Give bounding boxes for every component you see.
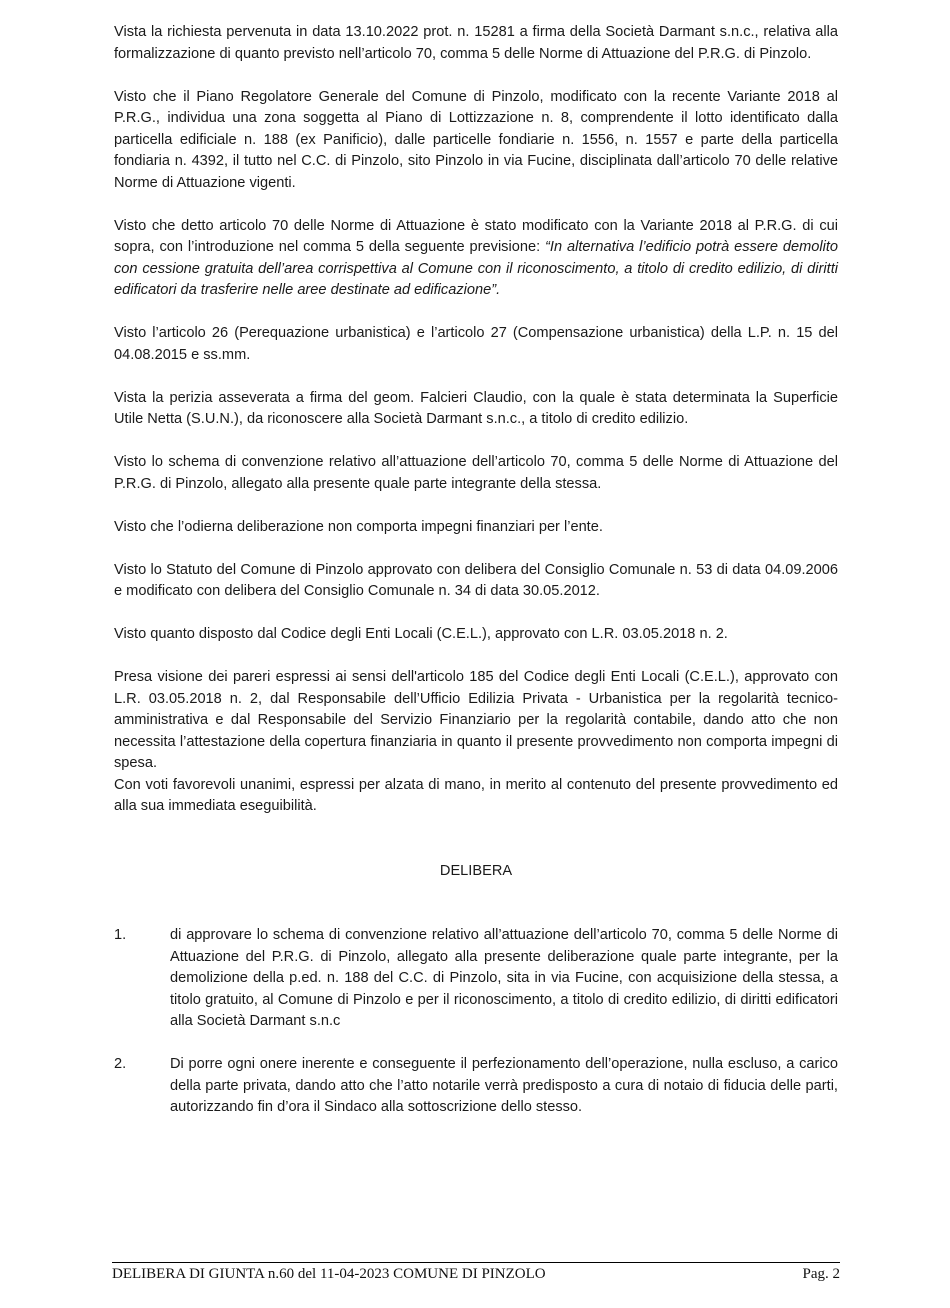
list-item bbox=[114, 925, 838, 1033]
paragraph-richiesta: Vista la richiesta pervenuta in data 13.10.2022 prot. n. 15281 a firma della Società Darmant s.n.c., relativa alla formalizzazione di quanto previsto nell’articolo 70, comma 5 delle Norme di Attuazione del P.R.G. di Pinzolo. bbox=[114, 24, 838, 62]
footer-document-reference: DELIBERA DI GIUNTA n.60 del 11-04-2023 COMUNE DI PINZOLO bbox=[112, 1266, 546, 1282]
paragraph-articolo-70-intro: Visto che detto articolo 70 delle Norme di Attuazione è stato modificato con la Variante 2018 al P.R.G. di cui sopra, con l’introduzione nel comma 5 della seguente previsione: bbox=[114, 217, 838, 255]
list-item-text: Di porre ogni onere inerente e conseguente il perfezionamento dell’operazione, nulla escluso, a carico della parte privata, dando atto che l’atto notarile verrà predisposto a cura di notaio di fiducia delle parti, autorizzando fin d’ora il Sindaco alla sottoscrizione dello stesso. bbox=[170, 1056, 838, 1115]
paragraph-perequazione: Visto l’articolo 26 (Perequazione urbanistica) e l’articolo 27 (Compensazione urbanistica) della L.P. n. 15 del 04.08.2015 e ss.mm. bbox=[114, 325, 838, 363]
paragraph-schema-convenzione: Visto lo schema di convenzione relativo all’attuazione dell’articolo 70, comma 5 delle Norme di Attuazione del P.R.G. di Pinzolo, allegato alla presente quale parte integrante della stessa. bbox=[114, 454, 838, 492]
list-item bbox=[114, 1054, 838, 1119]
paragraph-piano-regolatore: Visto che il Piano Regolatore Generale del Comune di Pinzolo, modificato con la recente Variante 2018 al P.R.G., individua una zona soggetta al Piano di Lottizzazione n. 8, comprendente il lotto identificato dalla particella edificiale n. 188 (ex Panificio), dalle particelle fondiarie n. 1556, n. 1557 e parte della particella fondiaria n. 4392, il tutto nel C.C. di Pinzolo, sito Pinzolo in via Fucine, disciplinata dall’articolo 70 delle relative Norme di Attuazione vigenti. bbox=[114, 88, 838, 191]
paragraph-pareri: Presa visione dei pareri espressi ai sensi dell'articolo 185 del Codice degli Enti Locali (C.E.L.), approvato con L.R. 03.05.2018 n. 2, dal Responsabile dell’Ufficio Edilizia Privata - Urbanistica per la regolarità tecnico-amministrativa e dal Responsabile del Servizio Finanziario per la regolarità contabile, dando atto che non necessita l’attestazione della copertura finanziaria in quanto il presente provvedimento non comporta impegni di spesa. bbox=[114, 669, 838, 771]
paragraph-impegni-finanziari: Visto che l’odierna deliberazione non comporta impegni finanziari per l’ente. bbox=[114, 518, 603, 535]
paragraph-codice-enti-locali: Visto quanto disposto dal Codice degli Enti Locali (C.E.L.), approvato con L.R. 03.05.2018 n. 2. bbox=[114, 626, 728, 642]
section-heading-delibera: DELIBERA bbox=[439, 862, 513, 879]
paragraph-voti: Con voti favorevoli unanimi, espressi per alzata di mano, in merito al contenuto del presente provvedimento ed alla sua immediata eseguibilità. bbox=[114, 776, 838, 814]
document-body bbox=[114, 22, 838, 1119]
footer-page-number: Pag. 2 bbox=[802, 1266, 840, 1282]
paragraph-statuto: Visto lo Statuto del Comune di Pinzolo approvato con delibera del Consiglio Comunale n. 53 di data 04.09.2006 e modificato con delibera del Consiglio Comunale n. 34 di data 30.05.2012. bbox=[114, 561, 838, 599]
paragraph-articolo-70 bbox=[114, 216, 838, 302]
page-footer bbox=[112, 1262, 840, 1283]
list-item-number: 1. bbox=[114, 927, 127, 943]
list-item-text: di approvare lo schema di convenzione relativo all’attuazione dell’articolo 70, comma 5 delle Norme di Attuazione del P.R.G. di Pinzolo, allegato alla presente deliberazione quale parte integrante, per la demolizione della p.ed. n. 188 del C.C. di Pinzolo, sita in via Fucine, con acquisizione della stessa, a titolo gratuito, al Comune di Pinzolo e per il riconoscimento, a titolo di credito edilizio, di diritti edificatori alla Società Darmant s.n.c bbox=[170, 927, 838, 1029]
list-item-number: 2. bbox=[114, 1056, 127, 1072]
paragraph-perizia: Vista la perizia asseverata a firma del geom. Falcieri Claudio, con la quale è stata determinata la Superficie Utile Netta (S.U.N.), da riconoscere alla Società Darmant s.n.c., a titolo di credito edilizio. bbox=[114, 389, 838, 427]
paragraph-articolo-70-quote: “In alternativa l’edificio potrà essere demolito con cessione gratuita dell’area corrispettiva al Comune con il riconoscimento, a titolo di credito edilizio, di diritti edificatori da trasferire nelle aree destinate ad edificazione”. bbox=[114, 239, 839, 298]
